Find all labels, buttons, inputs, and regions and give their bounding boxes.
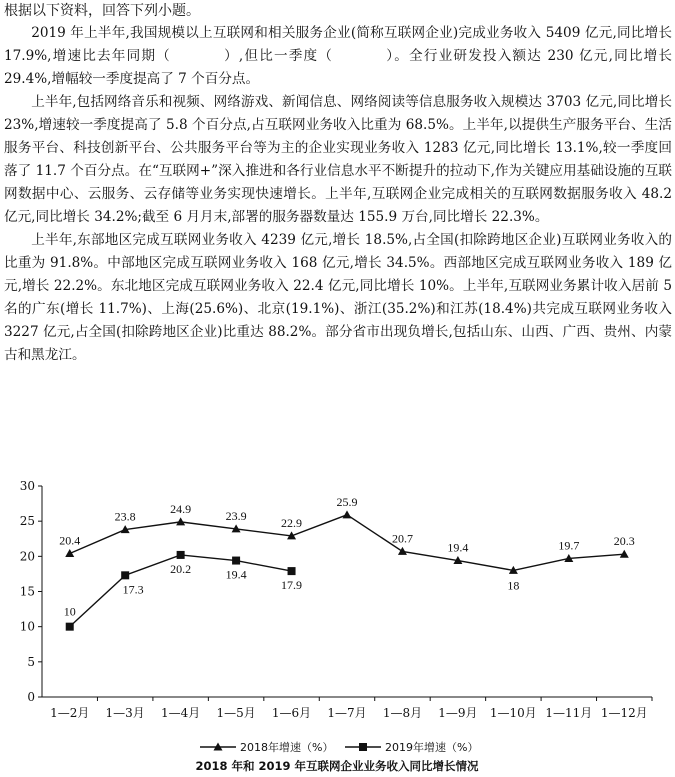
- data-label-2019: 17.3: [122, 582, 144, 597]
- data-label-2019: 10: [63, 604, 76, 619]
- question-text: [4, 0, 672, 367]
- data-label-2018: 22.9: [281, 515, 303, 530]
- x-tick-label: 1—6月: [271, 706, 312, 720]
- data-label-2018: 19.7: [558, 538, 580, 553]
- series-2019-point: [232, 557, 240, 565]
- data-label-2019: 17.9: [281, 578, 303, 593]
- y-tick-label: 15: [19, 584, 35, 599]
- series-2019-point: [66, 623, 74, 631]
- y-tick-label: 25: [19, 514, 35, 529]
- series-2018-line: [70, 515, 625, 571]
- data-label-2018: 20.3: [613, 534, 635, 549]
- x-tick-label: 1—7月: [327, 706, 367, 720]
- x-tick-label: 1—3月: [105, 706, 145, 720]
- data-label-2018: 18: [507, 578, 520, 593]
- x-tick-label: 1—11月: [545, 706, 593, 720]
- data-label-2018: 23.8: [114, 509, 136, 524]
- legend-2019-label: 2019年增速（%）: [385, 741, 479, 754]
- data-label-2018: 19.4: [447, 540, 469, 555]
- data-label-2018: 20.4: [59, 533, 81, 548]
- y-tick-label: 30: [19, 479, 35, 493]
- y-tick-label: 20: [19, 549, 35, 564]
- x-tick-label: 1—5月: [216, 706, 256, 720]
- data-label-2018: 24.9: [170, 501, 192, 516]
- paragraph-1-part-3: ）。全行业研发投入额达 230 亿元,同比增长 29.4%,增幅较一季度提高了 7 个百分点。: [4, 48, 673, 87]
- chart-legend: [200, 740, 478, 754]
- chart-series: [65, 510, 629, 630]
- chart-title: 2018 年和 2019 年互联网企业业务收入同比增长情况: [195, 759, 479, 773]
- legend-2019-marker: [359, 743, 367, 751]
- series-2018-point: [65, 549, 74, 557]
- series-2019-point: [288, 567, 296, 575]
- x-tick-label: 1—2月: [50, 706, 90, 720]
- paragraph-3: 上半年,东部地区完成互联网业务收入 4239 亿元,增长 18.5%,占全国(扣除跨地区企业)互联网业务收入的比重为 91.8%。中部地区完成互联网业务收入 168 亿元,增长 34.5%。西部地区完成互联网业务收入 189 亿元,增长 22.2%。东北地区完成互联网业务收入 22.4 亿元,同比增长 10%。上半年,互联网业务累计收入居前 5 名的广东(增长 11.7%)、上海(25.6%)、北京(19.1%)、浙江(35.2%)和江苏(18.4%)共完成互联网业务收入 3227 亿元,占全国(扣除跨地区企业)比重达 88.2%。部分省市出现负增长,包括山东、山西、广西、贵州、内蒙古和黑龙江。: [4, 232, 672, 363]
- y-tick-label: 10: [19, 619, 35, 634]
- intro-line: 根据以下资料，回答下列小题。: [4, 3, 200, 19]
- series-2019-point: [121, 571, 129, 579]
- paragraph-2: 上半年,包括网络音乐和视频、网络游戏、新闻信息、网络阅读等信息服务收入规模达 3703 亿元,同比增长 23%,增速较一季度提高了 5.8 个百分点,占互联网业务收入比重为 68.5%。上半年,以提供生产服务平台、生活服务平台、科技创新平台、公共服务平台等为主的企业实现业务收入 1283 亿元,同比增长 13.1%,较一季度回落了 11.7 个百分点。在“互联网+”深入推进和各行业信息水平不断提升的拉动下,作为关键应用基础设施的互联网数据中心、云服务、云存储等业务实现快速增长。上半年,互联网企业完成相关的互联网数据服务收入 48.2 亿元,同比增长 34.2%;截至 6 月月末,部署的服务器数量达 155.9 万台,同比增长 22.3%。: [4, 94, 672, 225]
- paragraph-1-part-2: ）,但比一季度（: [222, 48, 334, 64]
- x-tick-label: 1—4月: [160, 706, 201, 720]
- x-tick-label: 1—9月: [438, 706, 478, 720]
- legend-2018-label: 2018年增速（%）: [240, 741, 334, 754]
- data-label-2018: 25.9: [336, 494, 358, 509]
- series-2018-point: [176, 517, 185, 525]
- series-2018-point: [343, 510, 352, 518]
- y-tick-label: 5: [27, 654, 35, 669]
- data-label-2019: 20.2: [170, 561, 192, 576]
- x-tick-label: 1—10月: [489, 706, 537, 720]
- x-tick-label: 1—8月: [382, 706, 423, 720]
- series-2018-point: [398, 547, 407, 555]
- x-tick-label: 1—12月: [600, 706, 648, 720]
- paragraph-1-part-1: 2019 年上半年,我国规模以上互联网和相关服务企业(简称互联网企业)完成业务收入 5409 亿元,同比增长 17.9%,增速比去年同期（: [4, 25, 672, 64]
- data-label-2018: 23.9: [225, 508, 247, 523]
- data-label-2019: 19.4: [225, 567, 247, 582]
- series-2018-point: [620, 550, 629, 558]
- growth-line-chart: [0, 472, 675, 777]
- series-2019-point: [177, 551, 185, 559]
- data-label-2018: 20.7: [391, 531, 413, 546]
- y-tick-label: 0: [27, 690, 35, 704]
- paragraph-1: [4, 22, 672, 91]
